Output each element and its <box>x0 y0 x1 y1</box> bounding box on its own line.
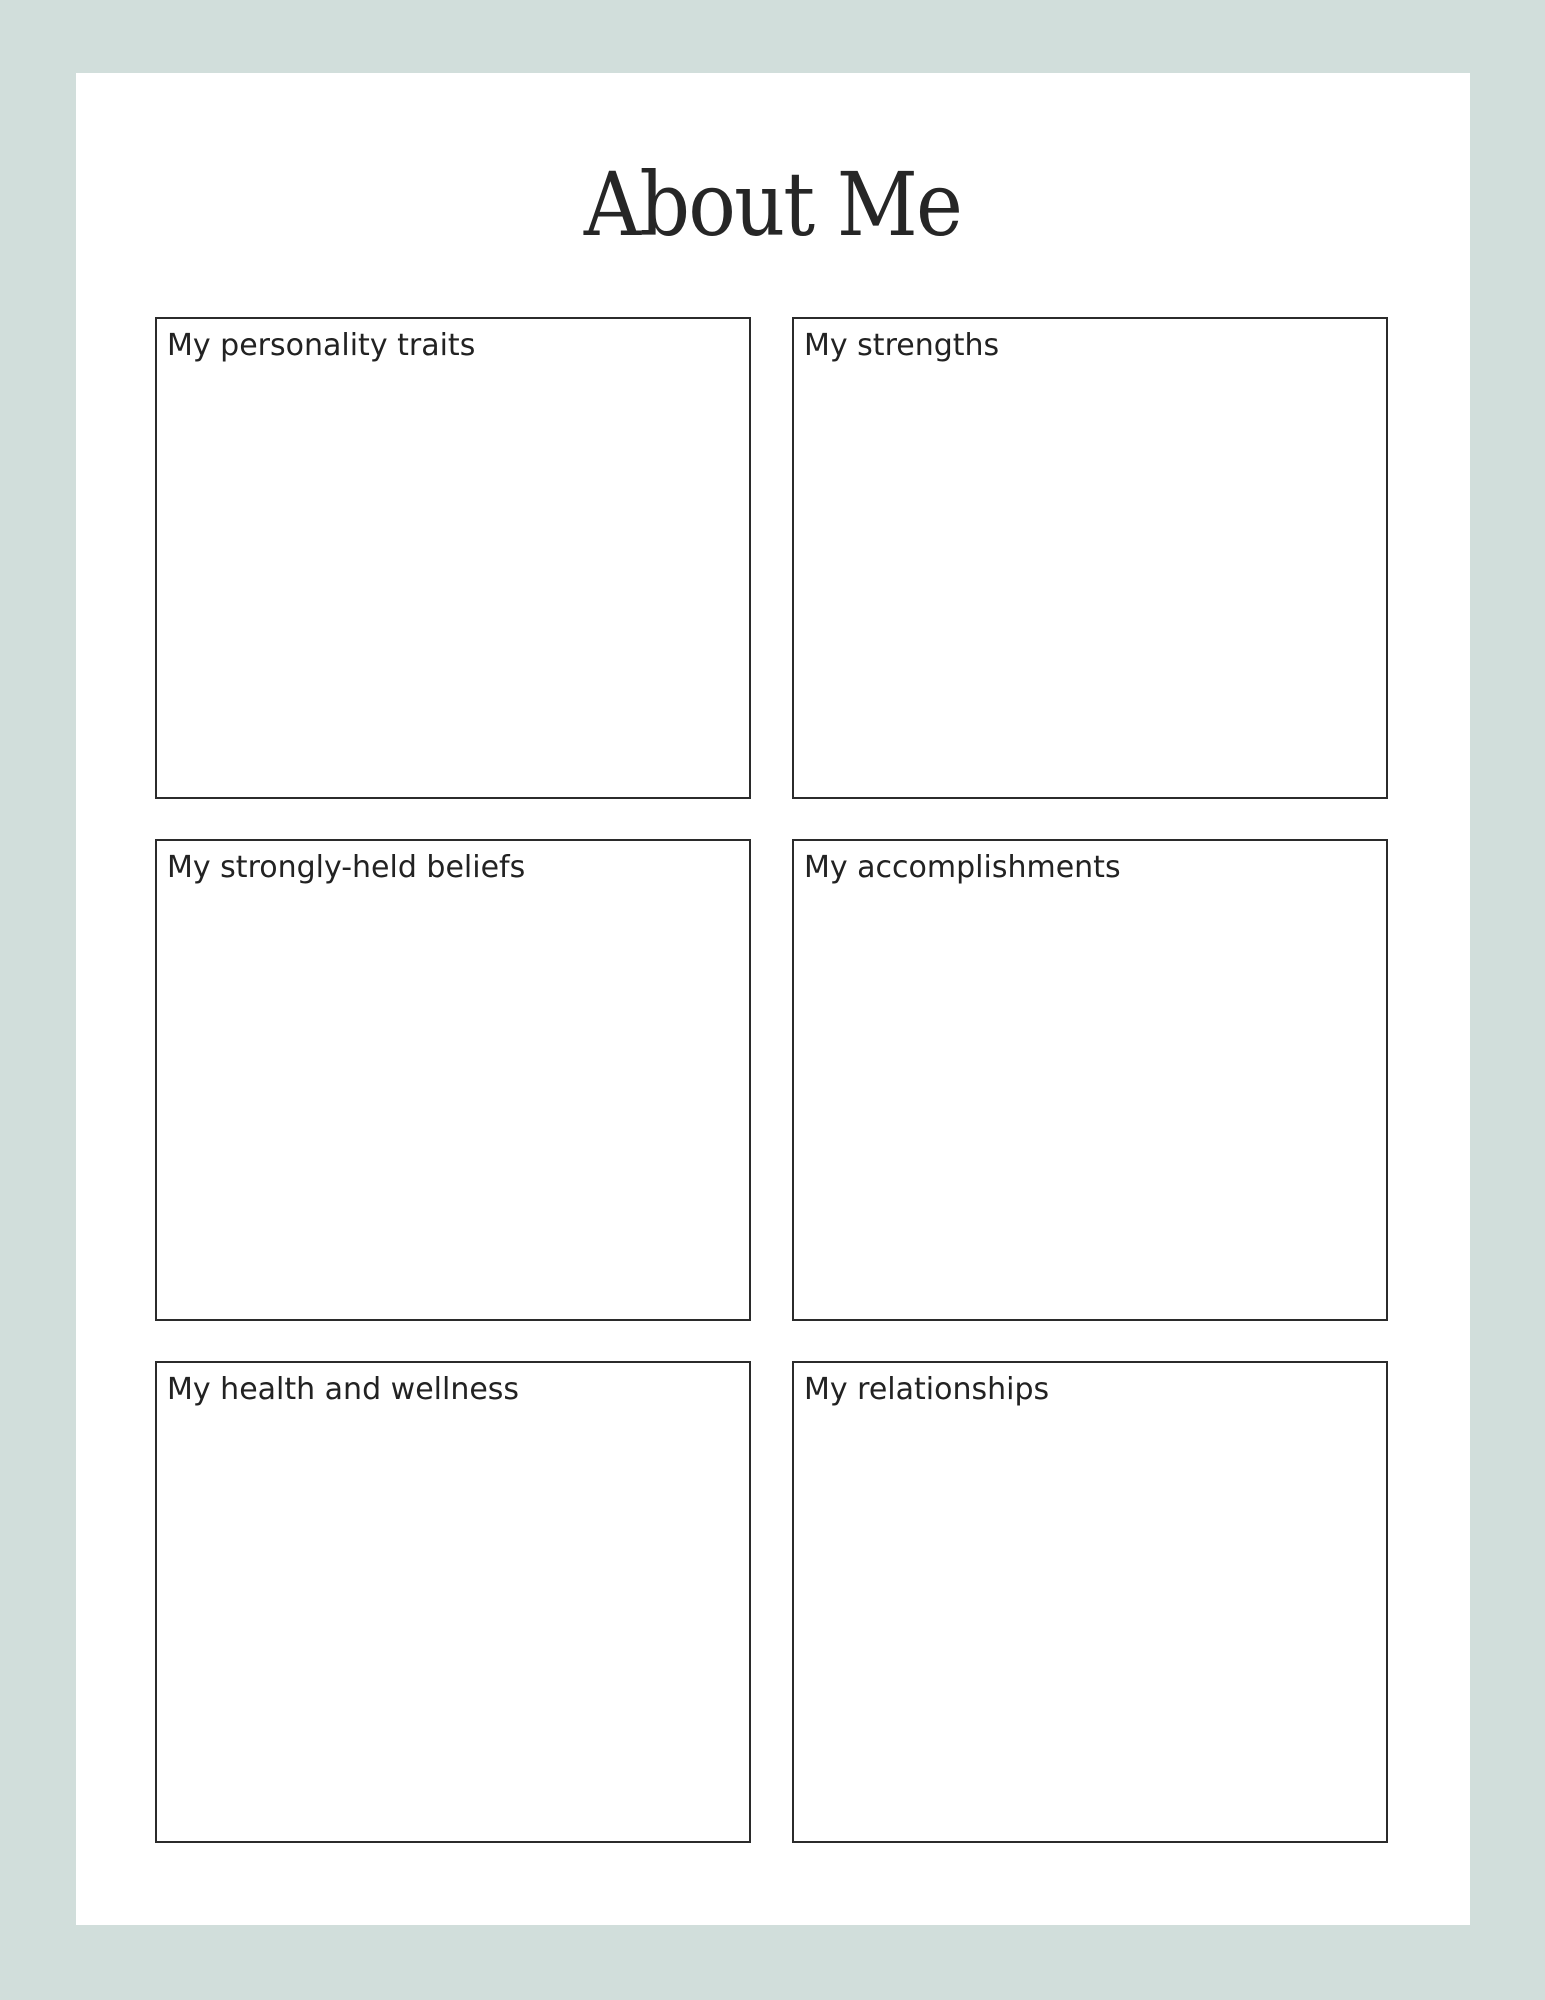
relationships-box[interactable] <box>792 1361 1388 1843</box>
health-wellness-box[interactable] <box>155 1361 751 1843</box>
health-wellness-label: My health and wellness <box>167 1372 520 1407</box>
page-title: About Me <box>583 153 962 256</box>
accomplishments-label: My accomplishments <box>804 850 1121 885</box>
relationships-label: My relationships <box>804 1372 1050 1407</box>
beliefs-box[interactable] <box>155 839 751 1321</box>
personality-traits-label: My personality traits <box>167 328 476 363</box>
accomplishments-box[interactable] <box>792 839 1388 1321</box>
strengths-box[interactable] <box>792 317 1388 799</box>
beliefs-label: My strongly-held beliefs <box>167 850 526 885</box>
personality-traits-box[interactable] <box>155 317 751 799</box>
strengths-label: My strengths <box>804 328 1000 363</box>
